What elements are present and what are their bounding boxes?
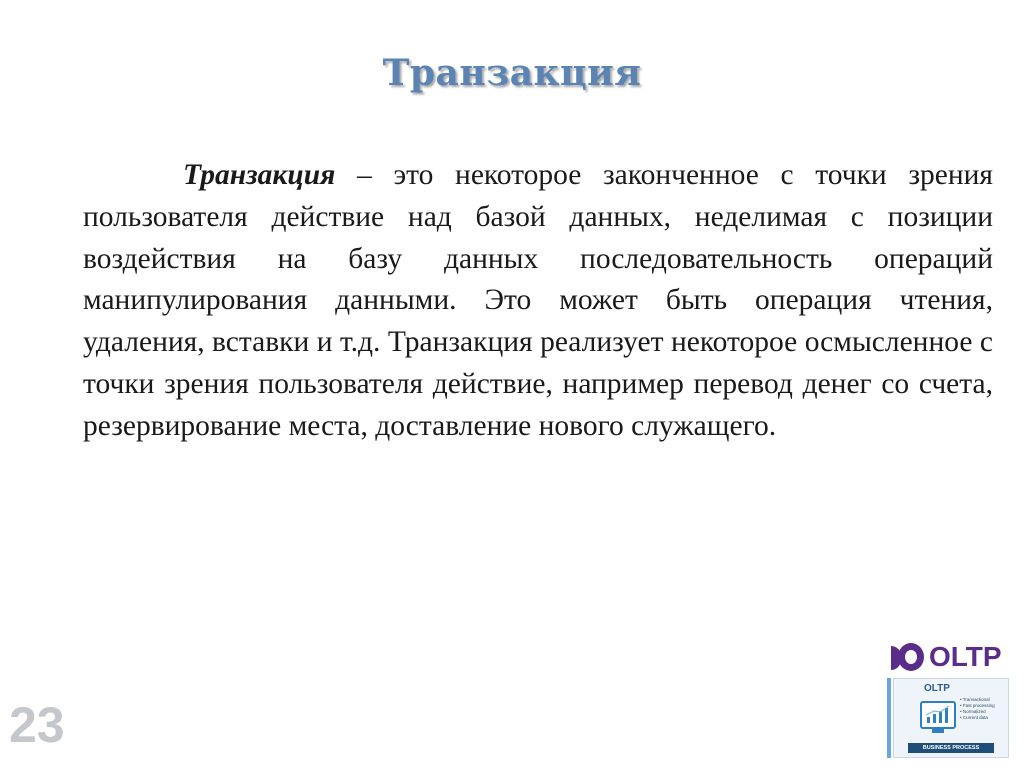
oltp-bullet: • Current data <box>960 715 1008 721</box>
body-paragraph <box>83 155 993 448</box>
oltp-card <box>893 678 1009 758</box>
oltp-bullet: • Fast processing <box>960 703 1008 709</box>
oltp-card-title: OLTP <box>924 683 950 694</box>
oltp-logo <box>887 640 1015 674</box>
oltp-logo-text: OLTP <box>929 641 1002 672</box>
slide-title: Транзакция <box>382 52 642 94</box>
defined-term: Транзакция <box>183 159 336 191</box>
business-process-bar: BUSINESS PROCESS <box>908 743 994 753</box>
oltp-bullet: • Normalized <box>960 709 1008 715</box>
page-number: 23 <box>9 697 65 753</box>
definition-text: – это некоторое законченное с точки зрения пользователя действие над базой данных, неделимая с позиции воздействия на базу данных последовательность операций манипулирования данными. Это может быть операция чтения, удаления, вставки и т.д. Транзакция реализует некоторое осмысленное с точки зрения пользователя действие, например перевод денег со счета, резервирование места, доставление нового служащего. <box>83 159 993 442</box>
card-accent-strip <box>887 678 891 758</box>
monitor-stand <box>932 729 944 733</box>
oltp-bullets <box>960 697 1008 721</box>
monitor-chart-icon <box>920 701 956 729</box>
oltp-illustration <box>887 636 1015 760</box>
logo-ring-icon <box>898 643 924 671</box>
oltp-bullet: • Transactional <box>960 697 1008 703</box>
